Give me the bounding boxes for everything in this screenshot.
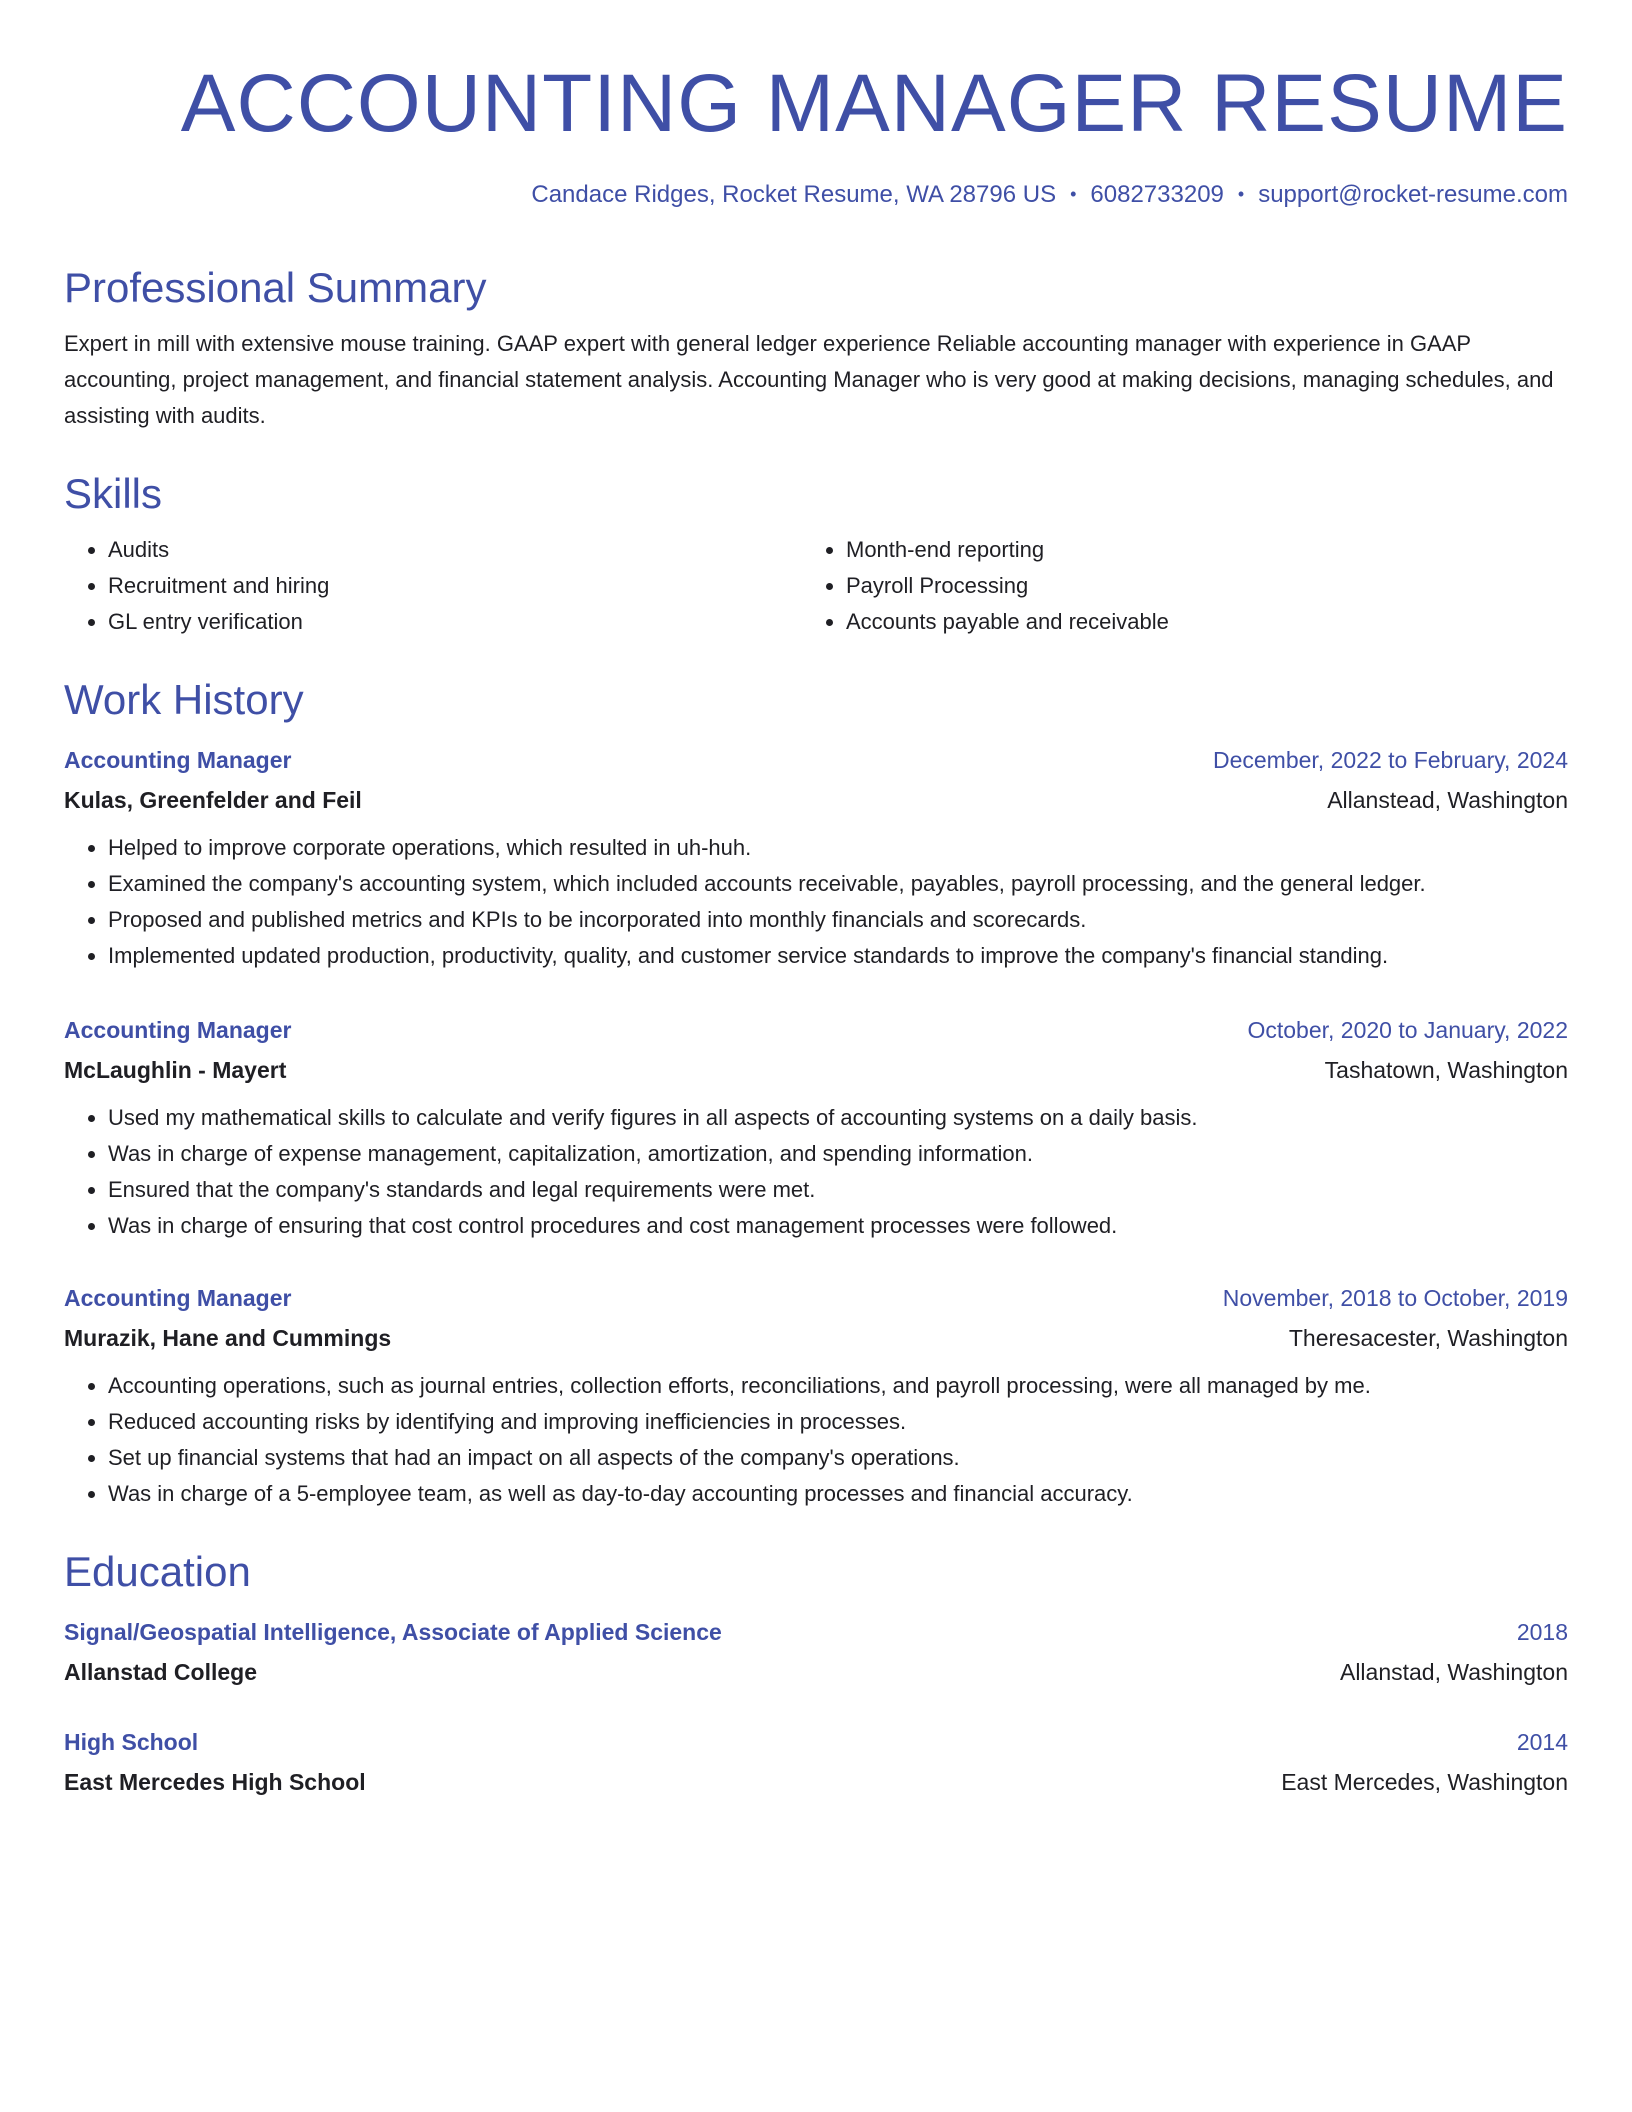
- job-bullet: • Helped to improve corporate operations, which resulted in uh-huh.: [108, 830, 1568, 866]
- job-bullet: • Set up financial systems that had an impact on all aspects of the company's operations.: [108, 1440, 1568, 1476]
- skills-right-column: [802, 532, 1540, 640]
- job-bullets: [64, 1368, 1568, 1512]
- contact-phone: 6082733209: [1090, 181, 1224, 208]
- education-degree-row: [64, 1612, 1568, 1652]
- work-history-section: [64, 674, 1568, 1506]
- work-history-heading: Work History: [64, 676, 304, 723]
- job-bullet: • Reduced accounting risks by identifying and improving inefficiencies in processes.: [108, 1404, 1568, 1440]
- education-school: Allanstad College: [64, 1659, 257, 1685]
- job-bullet: • Examined the company's accounting system, which included accounts receivable, payables, payroll processing, and the general ledger.: [108, 866, 1568, 902]
- education-degree: High School: [64, 1729, 199, 1755]
- job-employer-row: [64, 1318, 1568, 1358]
- job-employer: Murazik, Hane and Cummings: [64, 1325, 392, 1351]
- resume-title: ACCOUNTING MANAGER RESUME: [180, 58, 1568, 149]
- job-employer: McLaughlin - Mayert: [64, 1057, 287, 1083]
- education-school-row: [64, 1652, 1568, 1692]
- education-section: [64, 1546, 1568, 1795]
- job-location: Allanstead, Washington: [1327, 787, 1568, 813]
- job-title-row: [64, 1010, 1568, 1050]
- education-year: 2018: [1516, 1619, 1568, 1645]
- job-bullets: [64, 830, 1568, 974]
- skills-grid: [64, 532, 1568, 640]
- job-bullet: • Proposed and published metrics and KPIs to be incorporated into monthly financials and scorecards.: [108, 902, 1568, 938]
- skills-heading: Skills: [64, 470, 163, 517]
- contact-address: Candace Ridges, Rocket Resume, WA 28796 US: [531, 181, 1057, 208]
- education-entry: [64, 1612, 1568, 1692]
- education-degree-row: [64, 1722, 1568, 1762]
- job-bullet: • Was in charge of ensuring that cost control procedures and cost management processes were followed.: [108, 1208, 1568, 1244]
- job-title-row: [64, 740, 1568, 780]
- skills-left-column: [64, 532, 802, 640]
- contact-separator: •: [1070, 184, 1077, 204]
- job-location: Tashatown, Washington: [1324, 1057, 1568, 1083]
- job-dates: October, 2020 to January, 2022: [1247, 1017, 1568, 1043]
- job-dates: December, 2022 to February, 2024: [1212, 747, 1568, 773]
- job-title-row: [64, 1278, 1568, 1318]
- job-entry: [64, 740, 1568, 974]
- skill-item: • Accounts payable and receivable: [846, 604, 1540, 640]
- job-title: Accounting Manager: [64, 747, 292, 773]
- job-bullet: • Accounting operations, such as journal entries, collection efforts, reconciliations, and payroll processing, were all managed by me.: [108, 1368, 1568, 1404]
- skill-item: • Payroll Processing: [846, 568, 1540, 604]
- job-title: Accounting Manager: [64, 1017, 292, 1043]
- education-school: East Mercedes High School: [64, 1769, 366, 1795]
- job-title: Accounting Manager: [64, 1285, 292, 1311]
- skill-item: • Recruitment and hiring: [108, 568, 802, 604]
- job-bullet: • Ensured that the company's standards and legal requirements were met.: [108, 1172, 1568, 1208]
- education-heading: Education: [64, 1548, 251, 1595]
- education-location: Allanstad, Washington: [1339, 1659, 1568, 1685]
- skill-item: • Audits: [108, 532, 802, 568]
- job-location: Theresacester, Washington: [1288, 1325, 1568, 1351]
- skill-item: • GL entry verification: [108, 604, 802, 640]
- job-bullet: • Was in charge of expense management, capitalization, amortization, and spending information.: [108, 1136, 1568, 1172]
- job-bullets: [64, 1100, 1568, 1244]
- job-employer-row: [64, 1050, 1568, 1090]
- skills-section: [64, 468, 1568, 640]
- job-entry: [64, 1278, 1568, 1512]
- education-entry: [64, 1722, 1568, 1802]
- summary-text: Expert in mill with extensive mouse training. GAAP expert with general ledger experience Reliable accounting manager with experience in GAAP accounting, project management, and financial statement analysis. Accounting Manager who is very good at making decisions, managing schedules, and assisting with audits.: [64, 331, 1554, 428]
- contact-separator: •: [1237, 184, 1245, 204]
- job-bullet: • Used my mathematical skills to calculate and verify figures in all aspects of accounting systems on a daily basis.: [108, 1100, 1568, 1136]
- contact-email: support@rocket-resume.com: [1258, 181, 1568, 208]
- summary-heading: Professional Summary: [64, 264, 487, 311]
- job-bullet: • Implemented updated production, productivity, quality, and customer service standards to improve the company's financial standing.: [108, 938, 1568, 974]
- education-year: 2014: [1516, 1729, 1568, 1755]
- job-entry: [64, 1010, 1568, 1244]
- job-employer-row: [64, 780, 1568, 820]
- education-location: East Mercedes, Washington: [1281, 1769, 1568, 1795]
- contact-line: [531, 178, 1568, 211]
- summary-section: [64, 262, 1568, 434]
- job-employer: Kulas, Greenfelder and Feil: [64, 787, 362, 813]
- education-school-row: [64, 1762, 1568, 1802]
- job-bullet: • Was in charge of a 5-employee team, as well as day-to-day accounting processes and financial accuracy.: [108, 1476, 1568, 1512]
- job-dates: November, 2018 to October, 2019: [1222, 1285, 1568, 1311]
- skill-item: • Month-end reporting: [846, 532, 1540, 568]
- education-degree: Signal/Geospatial Intelligence, Associate of Applied Science: [64, 1619, 722, 1645]
